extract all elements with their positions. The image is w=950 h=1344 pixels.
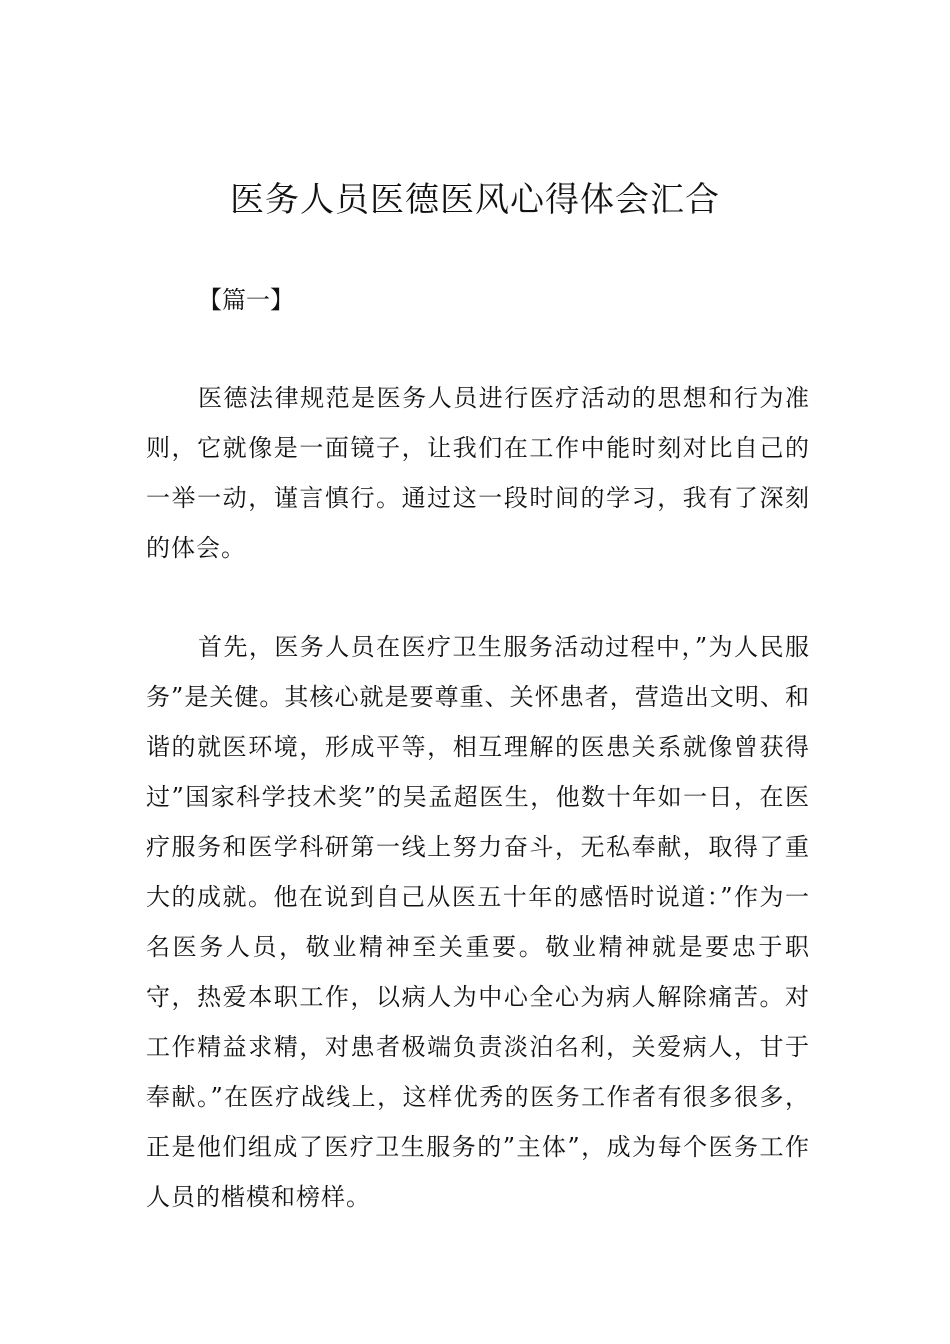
paragraph-1: 医德法律规范是医务人员进行医疗活动的思想和行为准则，它就像是一面镜子，让我们在工作中能时刻对比自己的一举一动，谨言慎行。通过这一段时间的学习，我有了深刻的体会。: [146, 384, 810, 562]
document-title: 医务人员医德医风心得体会汇合: [230, 180, 720, 220]
paragraph-2: 首先，医务人员在医疗卫生服务活动过程中，”为人民服务”是关健。其核心就是要尊重、关怀患者，营造出文明、和谐的就医环境，形成平等，相互理解的医患关系就像曾获得过”国家科学技术奖”的吴孟超医生，他数十年如一日，在医疗服务和医学科研第一线上努力奋斗，无私奉献，取得了重大的成就。他在说到自己从医五十年的感悟时说道：”作为一名医务人员，敬业精神至关重要。敬业精神就是要忠于职守，热爱本职工作，以病人为中心全心为病人解除痛苦。对工作精益求精，对患者极端负责淡泊名利，关爱病人，甘于奉献。”在医疗战线上，这样优秀的医务工作者有很多很多，正是他们组成了医疗卫生服务的”主体”，成为每个医务工作人员的楷模和榜样。: [146, 633, 810, 1211]
section-label: 【篇一】: [198, 286, 294, 314]
